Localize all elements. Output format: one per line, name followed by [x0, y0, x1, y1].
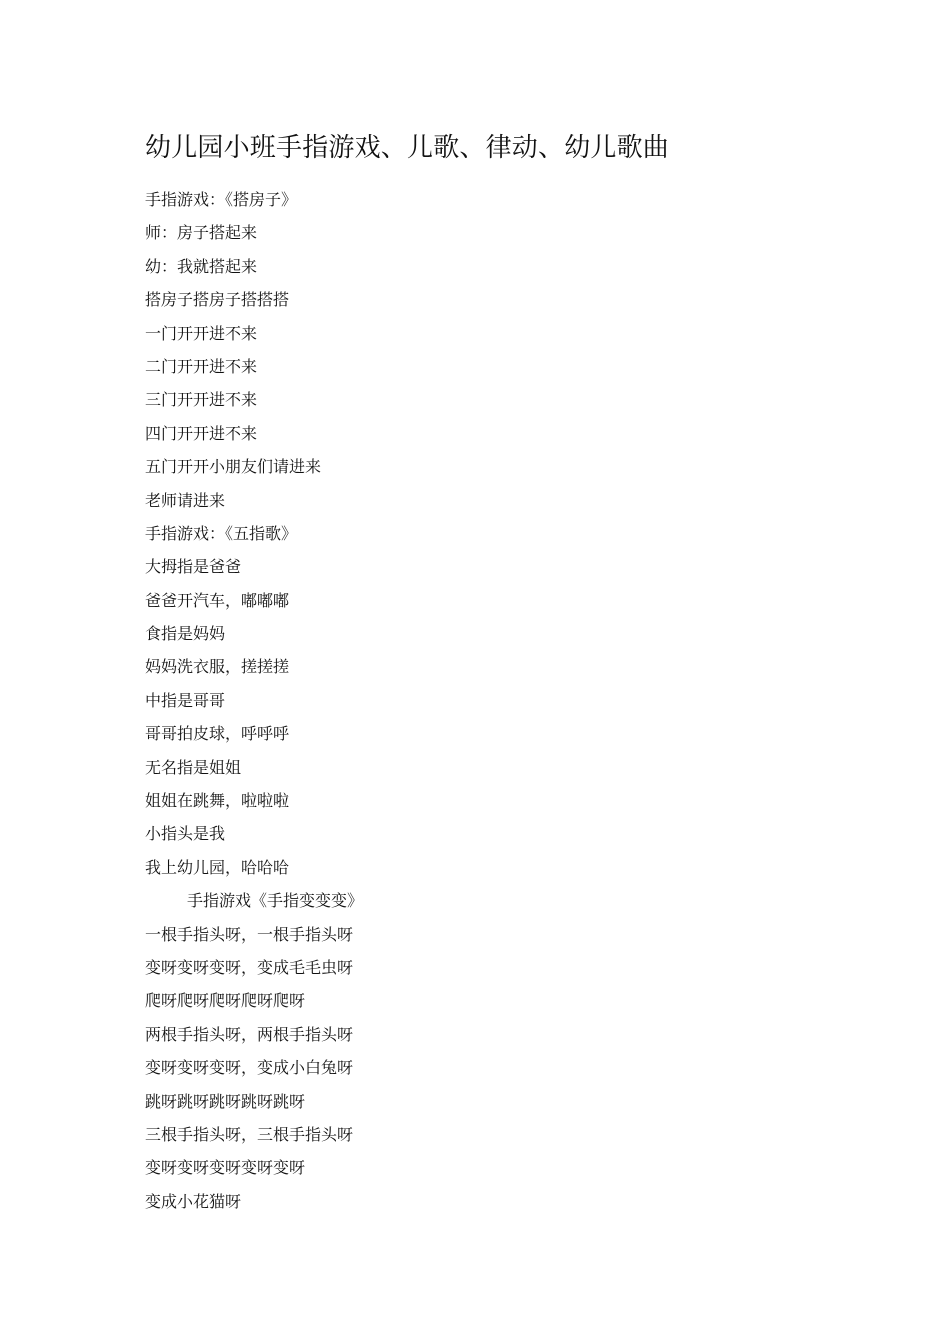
text-line: 三门开开进不来	[145, 390, 258, 410]
text-line: 我上幼儿园，哈哈哈	[145, 857, 290, 877]
text-line: 幼：我就搭起来	[145, 256, 258, 276]
document-body	[145, 185, 845, 1220]
text-line: 四门开开进不来	[145, 423, 258, 443]
text-line: 五门开开小朋友们请进来	[145, 457, 322, 477]
text-line: 师：房子搭起来	[145, 223, 258, 243]
text-line: 变呀变呀变呀变呀变呀	[145, 1158, 306, 1178]
text-line: 三根手指头呀，三根手指头呀	[145, 1124, 354, 1144]
text-line: 中指是哥哥	[145, 690, 226, 710]
text-line: 搭房子搭房子搭搭搭	[145, 290, 290, 310]
page-title: 幼儿园小班手指游戏、儿歌、律动、幼儿歌曲	[145, 133, 670, 163]
text-line: 变成小花猫呀	[145, 1191, 242, 1211]
text-line: 二门开开进不来	[145, 356, 258, 376]
text-line: 变呀变呀变呀，变成小白兔呀	[145, 1058, 354, 1078]
text-line: 妈妈洗衣服，搓搓搓	[145, 657, 290, 677]
text-line: 爬呀爬呀爬呀爬呀爬呀	[145, 991, 306, 1011]
text-line: 爸爸开汽车，嘟嘟嘟	[145, 590, 290, 610]
text-line: 大拇指是爸爸	[145, 557, 242, 577]
text-line: 一门开开进不来	[145, 323, 258, 343]
text-line: 小指头是我	[145, 824, 226, 844]
text-line: 一根手指头呀，一根手指头呀	[145, 924, 354, 944]
text-line: 变呀变呀变呀，变成毛毛虫呀	[145, 957, 354, 977]
text-line: 哥哥拍皮球，呼呼呼	[145, 724, 290, 744]
text-line: 食指是妈妈	[145, 624, 226, 644]
text-line: 老师请进来	[145, 490, 226, 510]
text-line: 跳呀跳呀跳呀跳呀跳呀	[145, 1091, 306, 1111]
text-line: 姐姐在跳舞，啦啦啦	[145, 791, 290, 811]
section-heading: 手指游戏《手指变变变》	[187, 891, 364, 911]
text-line: 两根手指头呀，两根手指头呀	[145, 1024, 354, 1044]
text-line: 无名指是姐姐	[145, 757, 242, 777]
text-line: 手指游戏：《五指歌》	[145, 523, 298, 543]
text-line: 手指游戏：《搭房子》	[145, 190, 298, 209]
